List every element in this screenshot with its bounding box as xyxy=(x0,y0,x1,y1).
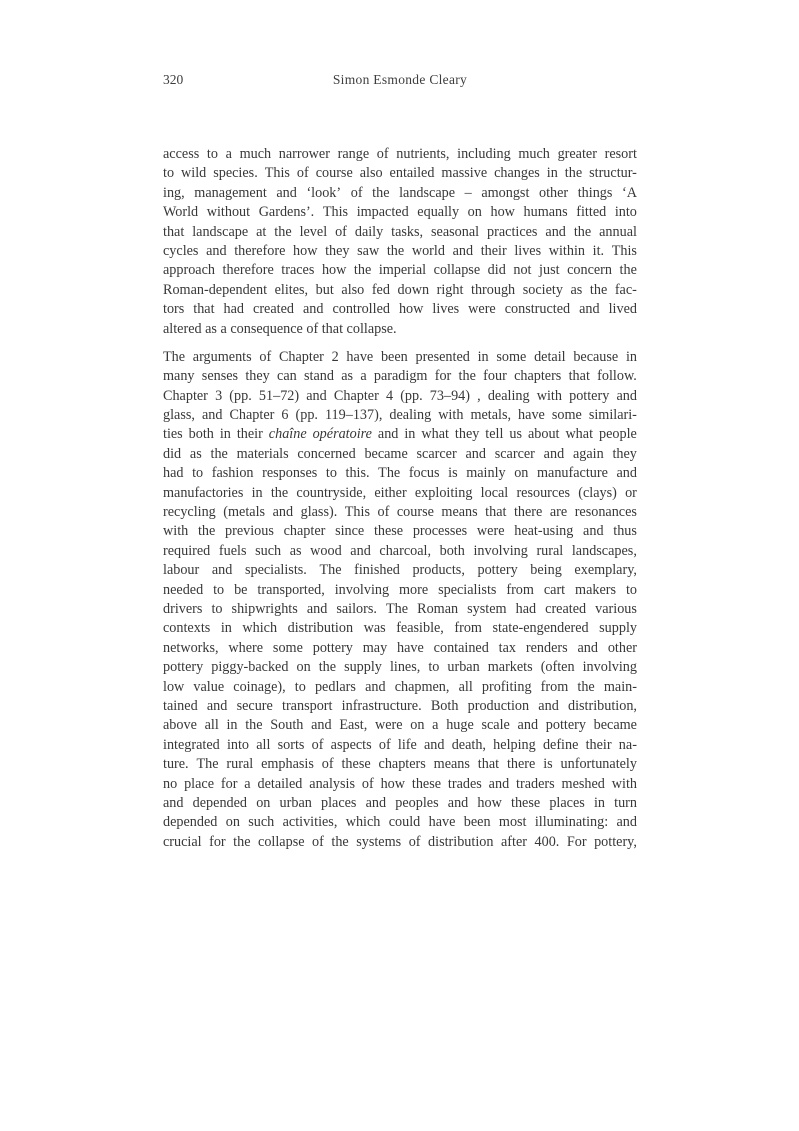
text-line: World without Gardens’. This impacted equally on how humans fitted into xyxy=(163,204,637,221)
text-line: The arguments of Chapter 2 have been presented in some detail because in xyxy=(163,348,637,365)
text-line: Roman-dependent elites, but also fed down right through society as the fac- xyxy=(163,281,637,298)
text-line: drivers to shipwrights and sailors. The Roman system had created various xyxy=(163,600,637,617)
text-line: needed to be transported, involving more specialists from cart makers to xyxy=(163,581,637,598)
text-line: access to a much narrower range of nutrients, including much greater resort xyxy=(163,146,637,162)
text-line: approach therefore traces how the imperial collapse did not just concern the xyxy=(163,262,637,279)
text-line: above all in the South and East, were on a huge scale and pottery became xyxy=(163,717,637,734)
text-line: low value coinage), to pedlars and chapmen, all profiting from the main- xyxy=(163,678,637,695)
text-line: ture. The rural emphasis of these chapters means that there is unfortunately xyxy=(163,756,637,773)
text-line: contexts in which distribution was feasible, from state-engendered supply xyxy=(163,620,637,637)
italic-phrase: chaîne xyxy=(268,426,307,443)
text-line: to wild species. This of course also entailed massive changes in the structur- xyxy=(163,165,637,182)
text-line: many senses they can stand as a paradigm for the four chapters that follow. xyxy=(163,368,637,385)
text-line: altered as a consequence of that collapse. xyxy=(163,320,397,337)
text-line: tors that had created and controlled how lives were constructed and lived xyxy=(163,301,637,318)
text-line: glass, and Chapter 6 (pp. 119–137), dealing with metals, have some similari- xyxy=(163,407,637,424)
text-line: recycling (metals and glass). This of course means that there are resonances xyxy=(163,504,637,521)
text-line: integrated into all sorts of aspects of life and death, helping define their na- xyxy=(163,736,637,753)
paragraph xyxy=(163,145,637,339)
text-line: ing, management and ‘look’ of the landscape – amongst other things ‘A xyxy=(163,184,637,201)
text-line: with the previous chapter since these processes were heat-using and thus xyxy=(163,523,637,540)
running-head: Simon Esmonde Cleary xyxy=(332,72,468,87)
text-line: had to fashion responses to this. The focus is mainly on manufacture and xyxy=(163,465,637,482)
italic-phrase: opératoire xyxy=(312,426,372,443)
text-line: networks, where some pottery may have contained tax renders and other xyxy=(163,639,637,656)
text-line: crucial for the collapse of the systems of distribution after 400. For pottery, xyxy=(163,833,637,850)
text-line: and depended on urban places and peoples and how these places in turn xyxy=(163,794,637,811)
page-number: 320 xyxy=(163,72,184,87)
text-line: no place for a detailed analysis of how these trades and traders meshed with xyxy=(163,775,637,792)
text-line: pottery piggy-backed on the supply lines, to urban markets (often involving xyxy=(163,659,637,676)
text-line: ties both in their chaîne opératoire and in what they tell us about what people xyxy=(163,425,637,444)
text-line: Chapter 3 (pp. 51–72) and Chapter 4 (pp. 73–94) , dealing with pottery and xyxy=(163,387,637,404)
text-line: required fuels such as wood and charcoal, both involving rural landscapes, xyxy=(163,542,637,559)
text-line: manufactories in the countryside, either exploiting local resources (clays) or xyxy=(163,484,637,501)
text-line: did as the materials concerned became scarcer and scarcer and again they xyxy=(163,445,637,462)
text-line: cycles and therefore how they saw the world and their lives within it. This xyxy=(163,242,637,259)
page-header xyxy=(163,72,637,92)
text-line: that landscape at the level of daily tasks, seasonal practices and the annual xyxy=(163,223,637,240)
paragraph xyxy=(163,348,637,852)
text-line: tained and secure transport infrastructure. Both production and distribution, xyxy=(163,697,637,714)
text-line: labour and specialists. The finished products, pottery being exemplary, xyxy=(163,562,637,579)
text-line: depended on such activities, which could have been most illuminating: and xyxy=(163,814,637,831)
body-text xyxy=(163,145,637,852)
